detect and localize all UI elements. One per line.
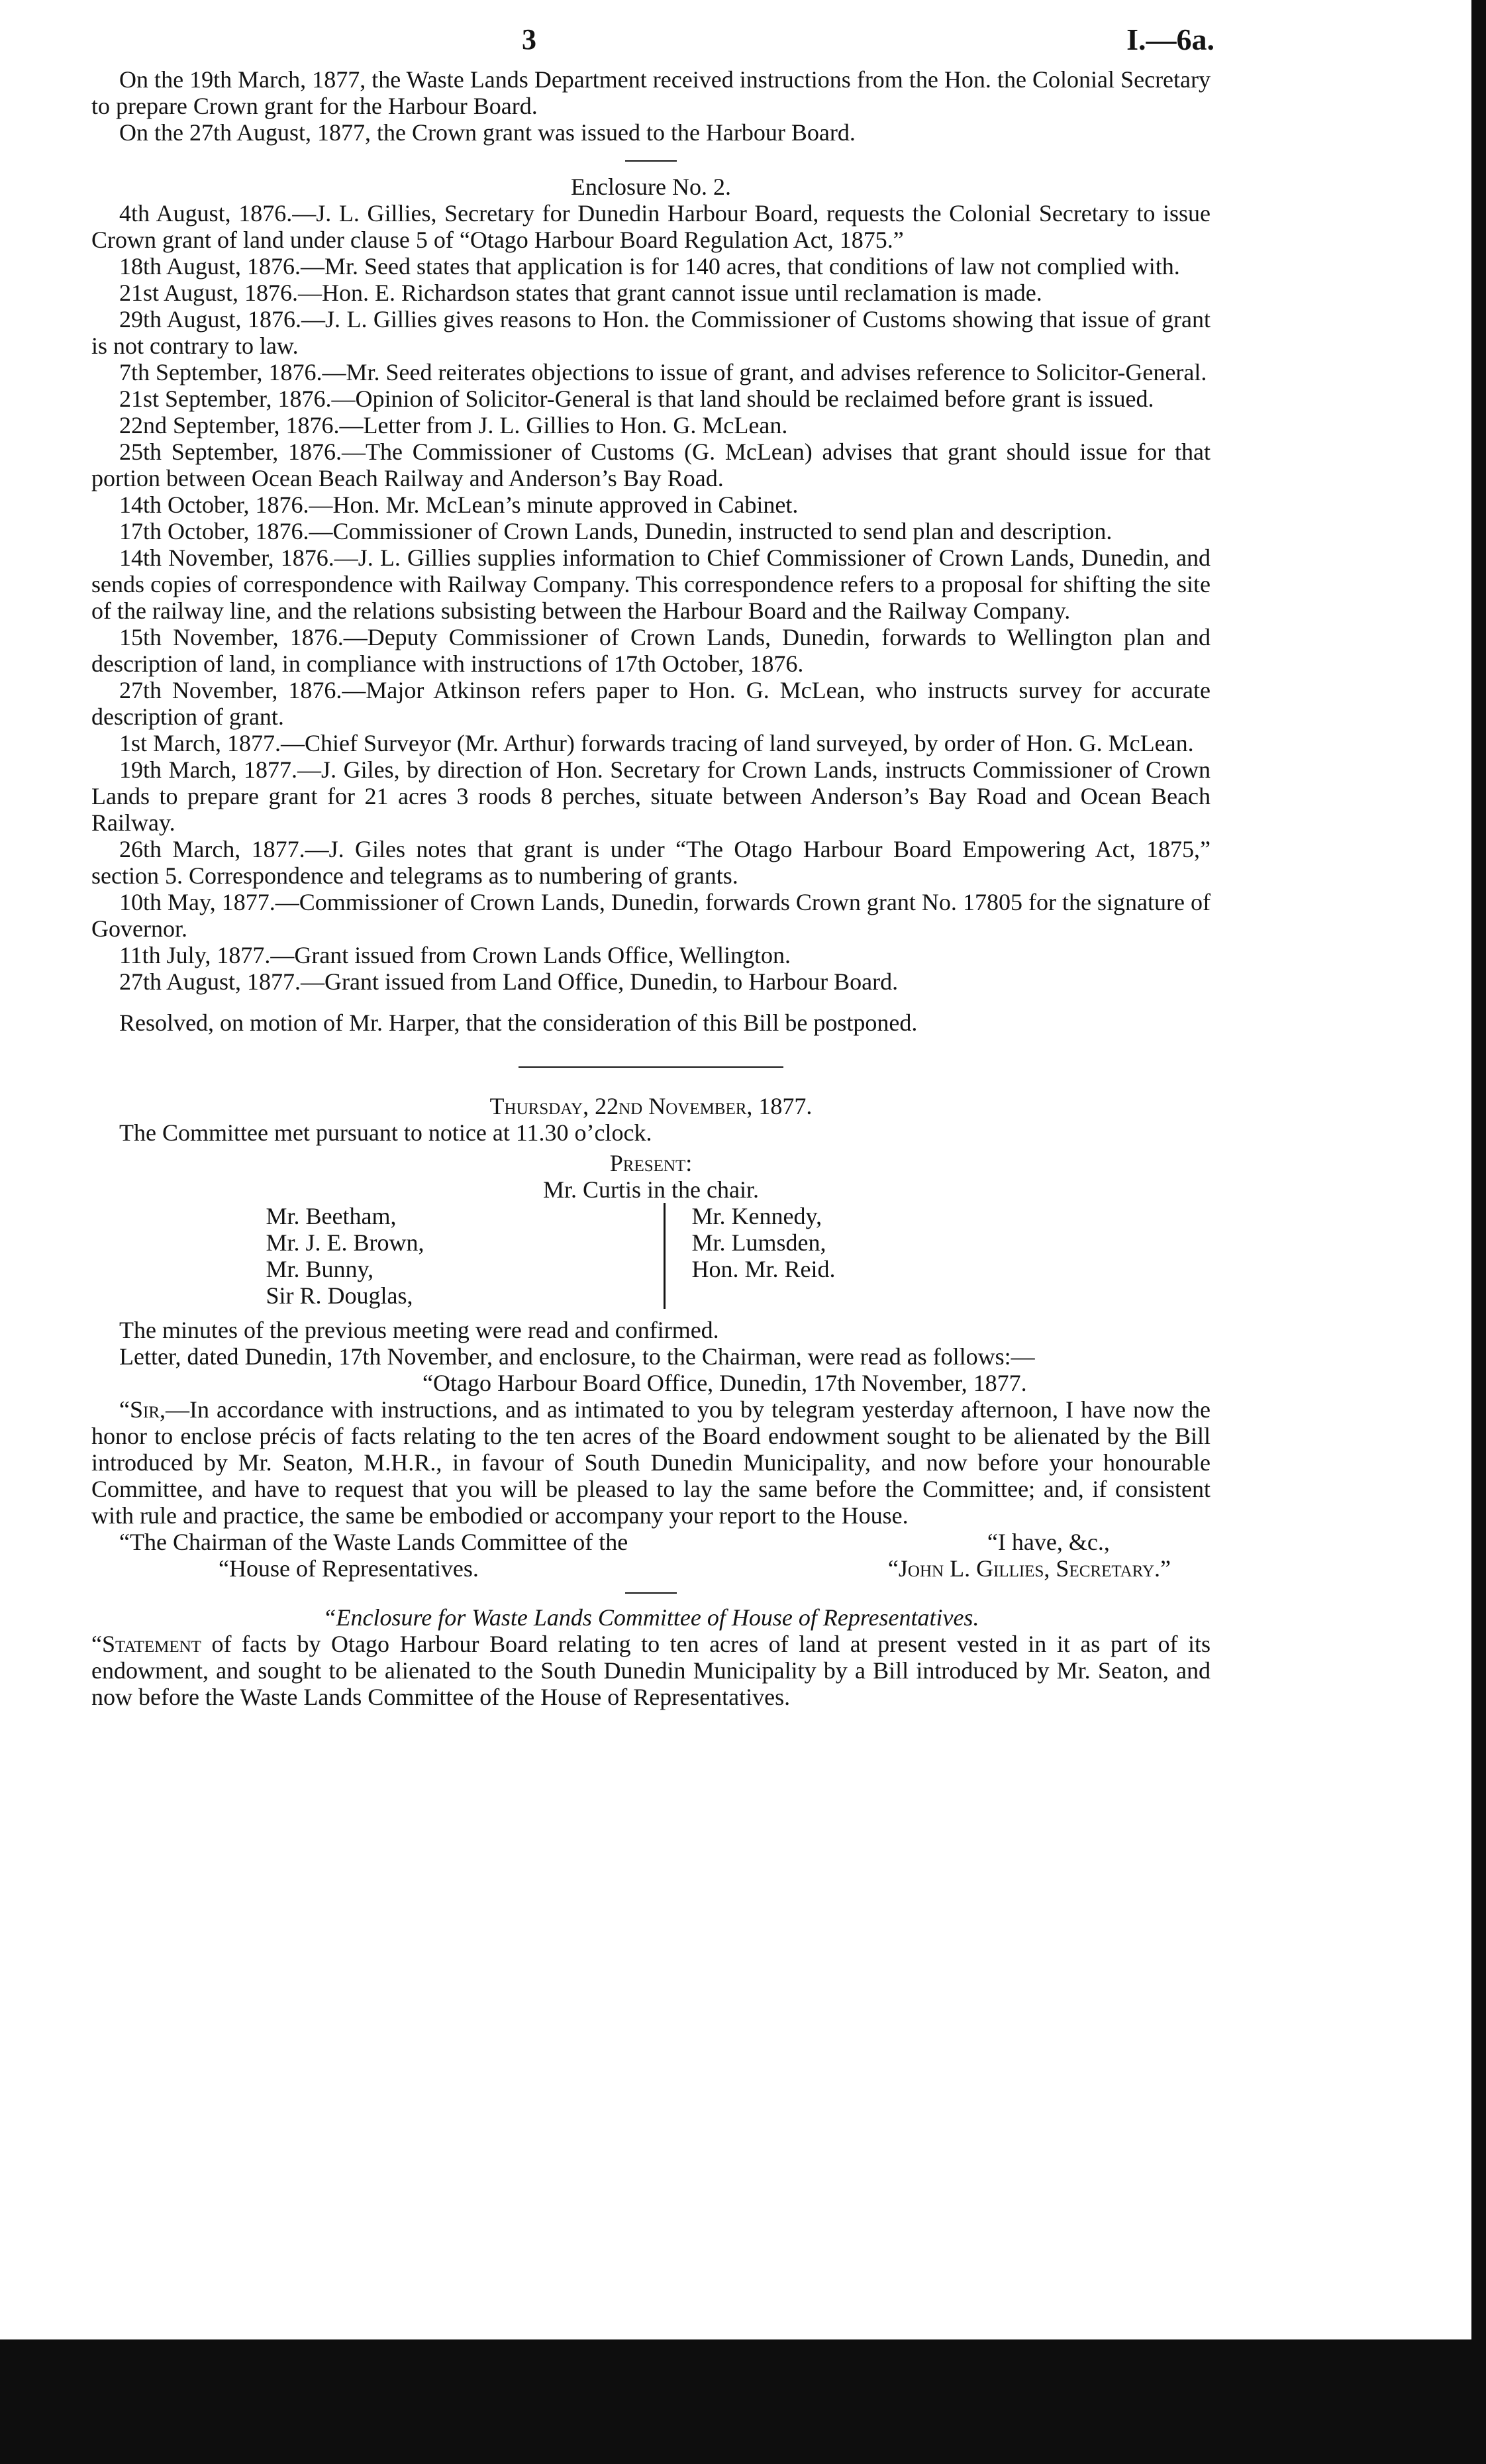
letter-intro: Letter, dated Dunedin, 17th November, and enclosure, to the Chairman, were read as follows:— — [119, 1343, 1035, 1370]
enclosure-entry: 10th May, 1877.—Commissioner of Crown Lands, Dunedin, forwards Crown grant No. 17805 for the signature of Governor. — [91, 889, 1211, 942]
statement-text — [91, 1631, 1211, 1710]
enclosure-entry: 25th September, 1876.—The Commissioner of Customs (G. McLean) advises that grant should issue for that portion between Ocean Beach Railway and Anderson’s Bay Road. — [91, 438, 1211, 491]
enclosure-entry: 21st September, 1876.—Opinion of Solicitor-General is that land should be reclaimed before grant is issued. — [119, 385, 1154, 412]
addressee-line: “House of Representatives. — [219, 1555, 479, 1582]
addressee-line: “The Chairman of the Waste Lands Committee of the — [119, 1529, 628, 1555]
statement-body: of facts by Otago Harbour Board relating to ten acres of land at present vested in it as part of its endowment, and sought to be alienated to the South Dunedin Municipality by a Bill introduced by Mr. Seaton, and now before the Waste Lands Committee of the House of Representatives. — [91, 1631, 1211, 1710]
minutes-line: The minutes of the previous meeting were read and confirmed. — [119, 1317, 719, 1343]
member-name: Mr. Lumsden, — [691, 1229, 826, 1256]
letter-dateline: “Otago Harbour Board Office, Dunedin, 17th November, 1877. — [422, 1370, 1027, 1396]
enclosure-entry: 14th October, 1876.—Hon. Mr. McLean’s minute approved in Cabinet. — [119, 491, 799, 518]
page-header — [91, 23, 1214, 66]
scan-edge-bottom — [0, 2339, 1486, 2464]
meeting-date: Thursday, 22nd November, 1877. — [489, 1093, 813, 1119]
enclosure-entry: 7th September, 1876.—Mr. Seed reiterates objections to issue of grant, and advises reference to Solicitor-General. — [119, 359, 1207, 385]
scan-edge-right — [1471, 0, 1486, 2464]
page-number: 3 — [522, 23, 536, 56]
document-page — [91, 23, 1214, 1710]
members-left-column — [240, 1203, 637, 1309]
letter-body — [91, 1396, 1211, 1529]
resolution: Resolved, on motion of Mr. Harper, that the consideration of this Bill be postponed. — [119, 1009, 918, 1036]
short-divider — [625, 1592, 677, 1594]
enclosure-entry: 11th July, 1877.—Grant issued from Crown Lands Office, Wellington. — [119, 942, 791, 968]
member-name: Mr. Bunny, — [266, 1256, 374, 1282]
enclosure-entry: 27th August, 1877.—Grant issued from Land Office, Dunedin, to Harbour Board. — [119, 968, 899, 995]
enclosure-entry: 22nd September, 1876.—Letter from J. L. Gillies to Hon. G. McLean. — [119, 412, 788, 438]
chair-line: Mr. Curtis in the chair. — [543, 1176, 759, 1203]
member-name: Mr. Beetham, — [266, 1203, 397, 1229]
members-divider — [664, 1203, 666, 1309]
present-heading: Present: — [609, 1150, 693, 1176]
enclosure-entry: 19th March, 1877.—J. Giles, by direction of Hon. Secretary for Crown Lands, instructs Commissioner of Crown Lands to prepare grant for 21 acres 3 roods 8 perches, situate between Anderson’s Bay Road and Ocean Beach Railway. — [91, 756, 1211, 836]
letter-closing — [888, 1529, 1211, 1582]
enclosure-entry: 15th November, 1876.—Deputy Commissioner of Crown Lands, Dunedin, forwards to Wellington plan and description of land, in compliance with instructions of 17th October, 1876. — [91, 624, 1211, 677]
section-divider — [519, 1066, 783, 1068]
letter-signature-block — [91, 1529, 1211, 1582]
members-right-column — [692, 1203, 1063, 1309]
enclosure-entry: 29th August, 1876.—J. L. Gillies gives reasons to Hon. the Commissioner of Customs showing that issue of grant is not contrary to law. — [91, 306, 1211, 359]
members-list — [91, 1203, 1211, 1309]
enclosure-entry: 18th August, 1876.—Mr. Seed states that application is for 140 acres, that conditions of law not complied with. — [119, 253, 1180, 280]
enclosure-entry: 1st March, 1877.—Chief Surveyor (Mr. Arthur) forwards tracing of land surveyed, by order of Hon. G. McLean. — [119, 730, 1194, 756]
paper-reference: I.—6a. — [1126, 23, 1214, 56]
enclosure-title: Enclosure No. 2. — [571, 174, 731, 200]
member-name: Sir R. Douglas, — [266, 1282, 413, 1309]
letter-addressee — [91, 1529, 628, 1582]
signature-line: “John L. Gillies, Secretary.” — [887, 1555, 1171, 1582]
enclosure-entry: 26th March, 1877.—J. Giles notes that grant is under “The Otago Harbour Board Empowering Act, 1875,” section 5. Correspondence and telegrams as to numbering of grants. — [91, 836, 1211, 889]
member-name: Mr. Kennedy, — [691, 1203, 822, 1229]
member-name: Mr. J. E. Brown, — [266, 1229, 424, 1256]
statement-heading: “Enclosure for Waste Lands Committee of House of Representatives. — [322, 1604, 979, 1631]
letter-body-text: —In accordance with instructions, and as intimated to you by telegram yesterday afternoon, I have now the honor to enclose précis of facts relating to the ten acres of the Board endowment sought to be alienated by the Bill introduced by Mr. Seaton, M.H.R., in favour of South Dunedin Municipality, and now before your honourable Committee, and have to request that you will be pleased to lay the same before the Committee; and, if consistent with rule and practice, the same be embodied or accompany your report to the House. — [91, 1396, 1211, 1529]
statement-lead: “Statement — [91, 1631, 201, 1657]
enclosure-entry: 17th October, 1876.—Commissioner of Crown Lands, Dunedin, instructed to send plan and description. — [119, 518, 1113, 544]
enclosure-entry: 4th August, 1876.—J. L. Gillies, Secretary for Dunedin Harbour Board, requests the Colonial Secretary to issue Crown grant of land under clause 5 of “Otago Harbour Board Regulation Act, 1875.” — [91, 200, 1211, 253]
intro-paragraph-2: On the 27th August, 1877, the Crown grant was issued to the Harbour Board. — [119, 119, 856, 146]
enclosure-entry: 14th November, 1876.—J. L. Gillies supplies information to Chief Commissioner of Crown Lands, Dunedin, and sends copies of correspondence with Railway Company. This correspondence refers to a proposal for shifting the site of the railway line, and the relations subsisting between the Harbour Board and the Railway Company. — [91, 544, 1211, 624]
enclosure-entry: 27th November, 1876.—Major Atkinson refers paper to Hon. G. McLean, who instructs survey for accurate description of grant. — [91, 677, 1211, 730]
short-divider — [625, 160, 677, 162]
intro-paragraph-1: On the 19th March, 1877, the Waste Lands Department received instructions from the Hon. the Colonial Secretary to prepare Crown grant for the Harbour Board. — [91, 66, 1211, 119]
letter-salutation: “Sir, — [119, 1396, 166, 1423]
enclosure-entry: 21st August, 1876.—Hon. E. Richardson states that grant cannot issue until reclamation is made. — [119, 280, 1042, 306]
closing-line: “I have, &c., — [987, 1529, 1110, 1555]
meeting-notice: The Committee met pursuant to notice at 11.30 o’clock. — [119, 1119, 652, 1146]
member-name: Hon. Mr. Reid. — [691, 1256, 836, 1282]
